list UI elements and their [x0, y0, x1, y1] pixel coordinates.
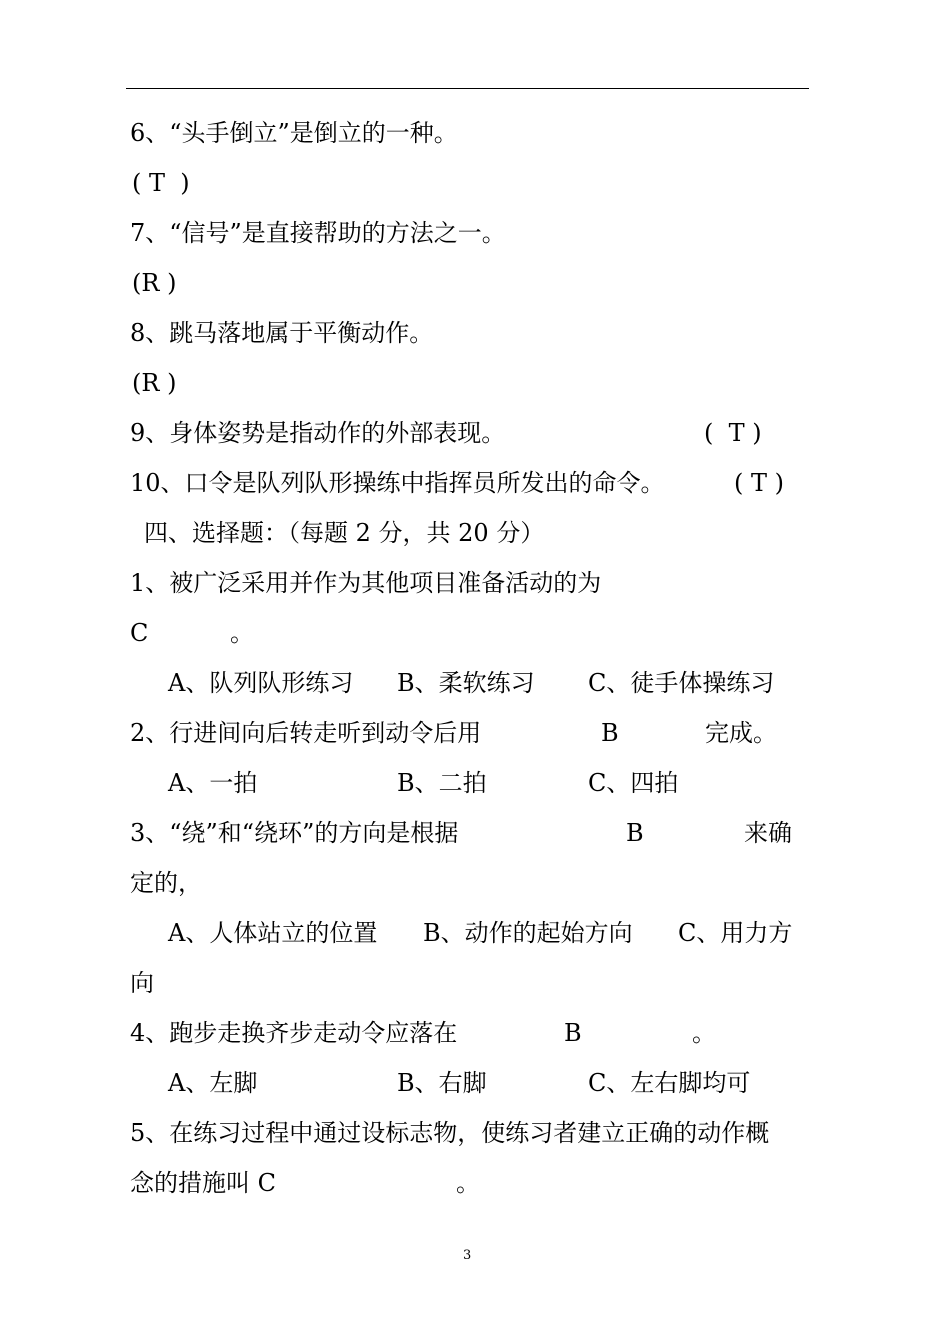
judgment-answer-10: ( T ): [734, 469, 784, 497]
choice-option-1b: B、柔软练习: [397, 669, 535, 697]
choice-option-2c: C、四拍: [588, 769, 679, 797]
choice-answer-2: B: [601, 719, 619, 747]
choice-option-3b: B、动作的起始方向: [423, 919, 633, 947]
choice-option-4c: C、左右脚均可: [588, 1069, 751, 1097]
judgment-answer-9: ( T ): [704, 419, 762, 447]
choice-question-3-end: 定的，: [130, 869, 202, 897]
judgment-item-8: 8、跳马落地属于平衡动作。: [130, 319, 434, 347]
choice-option-1c: C、徒手体操练习: [588, 669, 775, 697]
choice-question-5-end: 。: [456, 1169, 480, 1197]
choice-question-1: 1、被广泛采用并作为其他项目准备活动的为: [130, 569, 602, 597]
choice-option-4a: A、左脚: [168, 1069, 258, 1097]
choice-question-4: 4、跑步走换齐步走动令应落在: [130, 1019, 458, 1047]
choice-answer-1-end: 。: [230, 619, 254, 647]
choice-question-3: 3、“绕”和“绕环”的方向是根据: [130, 819, 459, 847]
judgment-item-9: 9、身体姿势是指动作的外部表现。: [130, 419, 506, 447]
judgment-answer-6: ( T ): [132, 169, 190, 197]
page-number: 3: [463, 1248, 472, 1263]
choice-answer-4: B: [564, 1019, 582, 1047]
choice-option-3c: C、用力方: [678, 919, 793, 947]
choice-question-5-cont: 念的措施叫 C: [130, 1169, 276, 1197]
judgment-item-7: 7、“信号”是直接帮助的方法之一。: [130, 219, 506, 247]
header-rule: [126, 88, 809, 89]
choice-option-3a: A、人体站立的位置: [168, 919, 378, 947]
judgment-item-6: 6、“头手倒立”是倒立的一种。: [130, 119, 458, 147]
judgment-item-10: 10、口令是队列队形操练中指挥员所发出的命令。: [130, 469, 665, 497]
choice-option-4b: B、右脚: [397, 1069, 487, 1097]
section-heading: 四、选择题：（每题 2 分，共 20 分）: [144, 519, 545, 547]
judgment-answer-7: (R ): [132, 269, 177, 297]
choice-option-3c-end: 向: [130, 969, 154, 997]
choice-question-2-end: 完成。: [705, 719, 777, 747]
choice-answer-1: C: [130, 619, 149, 647]
judgment-answer-8: (R ): [132, 369, 177, 397]
choice-question-4-end: 。: [692, 1019, 716, 1047]
choice-option-2a: A、一拍: [168, 769, 258, 797]
choice-question-2: 2、行进间向后转走听到动令后用: [130, 719, 482, 747]
choice-option-2b: B、二拍: [397, 769, 487, 797]
choice-question-3-cont: 来确: [744, 819, 792, 847]
choice-question-5: 5、在练习过程中通过设标志物，使练习者建立正确的动作概: [130, 1119, 770, 1147]
choice-answer-3: B: [626, 819, 644, 847]
choice-option-1a: A、队列队形练习: [168, 669, 354, 697]
